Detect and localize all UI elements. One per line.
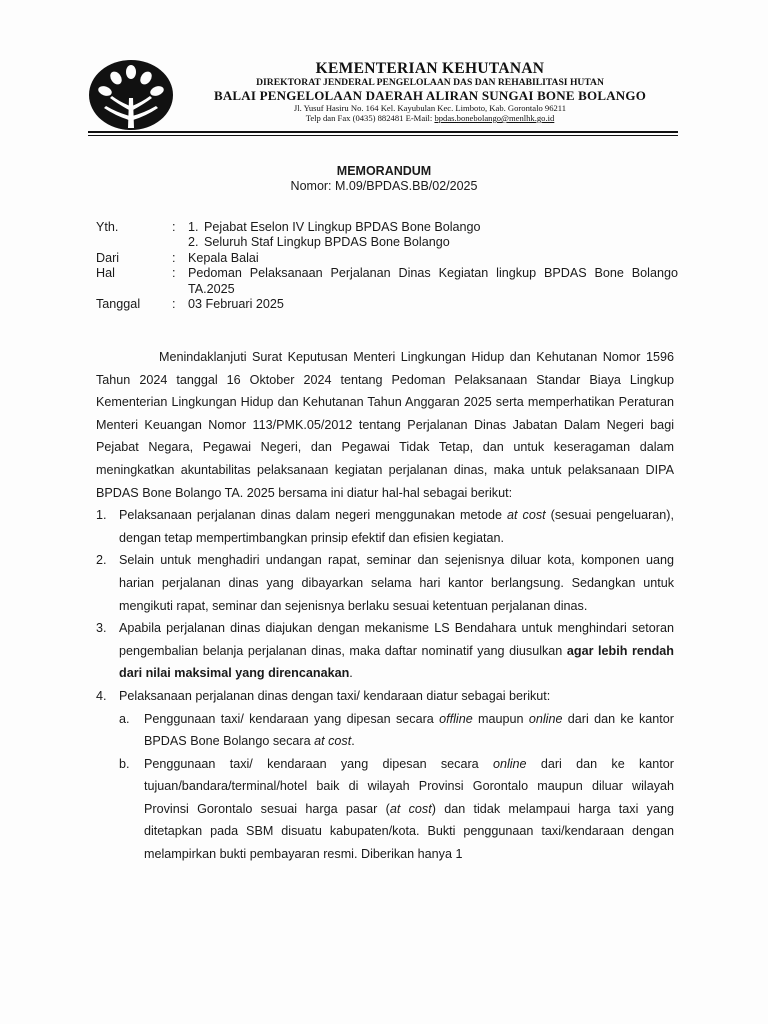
list-item: 2. Selain untuk menghadiri undangan rapat, seminar dan sejenisnya diluar kota, komponen uang harian perjalanan dinas yang dibayarkan selama hari kantor berlangsung. Sedangkan untuk mengikuti rapat, seminar dan sejenisnya berlaku sesuai ketentuan perjalanan dinas. bbox=[96, 553, 674, 613]
colon: : bbox=[172, 297, 176, 312]
memo-header bbox=[96, 220, 678, 312]
letterhead bbox=[180, 60, 680, 123]
list-item: 1. Pelaksanaan perjalanan dinas dalam negeri menggunakan metode at cost (sesuai pengeluaran), dengan tetap mempertimbangkan prinsip efektif dan efisien kegiatan. bbox=[96, 508, 674, 545]
intro-paragraph: Menindaklanjuti Surat Keputusan Menteri Lingkungan Hidup dan Kehutanan Nomor 1596 Tahun 2024 tanggal 16 Oktober 2024 tentang Pedoman Pelaksanaan Standar Biaya Lingkup Kementerian Lingkungan Hidup dan Kehutanan Tahun Anggaran 2025 serta memperhatikan Peraturan Menteri Keuangan Nomor 113/PMK.05/2012 tentang Perjalanan Dinas Jabatan Dalam Negeri bagi Pejabat Negara, Pegawai Negeri, dan Pegawai Tidak Tetap, dan untuk keseragaman dalam meningkatkan akuntabilitas pelaksanaan kegiatan perjalanan dinas, maka untuk pelaksanaan DIPA BPDAS Bone Bolango TA. 2025 bersama ini diatur hal-hal sebagai berikut: bbox=[96, 350, 674, 500]
office-name: BALAI PENGELOLAAN DAERAH ALIRAN SUNGAI BONE BOLANGO bbox=[213, 88, 647, 103]
memo-title: MEMORANDUM bbox=[336, 164, 432, 178]
sub-list-item: a. Penggunaan taxi/ kendaraan yang dipesan secara offline maupun online dari dan ke kantor BPDAS Bone Bolango secara at cost. bbox=[119, 711, 674, 749]
date-label: Tanggal bbox=[96, 297, 141, 312]
memo-number: Nomor: M.09/BPDAS.BB/02/2025 bbox=[290, 179, 478, 193]
letterhead-rule-thin bbox=[88, 135, 678, 136]
memo-body bbox=[96, 346, 674, 866]
office-contact bbox=[180, 113, 680, 123]
colon: : bbox=[172, 266, 176, 281]
contact-prefix: Telp dan Fax (0435) 882481 E-Mail: bbox=[305, 113, 435, 123]
ministry-name: KEMENTERIAN KEHUTANAN bbox=[315, 60, 545, 77]
header-row-subject bbox=[96, 266, 678, 297]
subject-value: Pedoman Pelaksanaan Perjalanan Dinas Kegiatan lingkup BPDAS Bone Bolango TA.2025 bbox=[188, 266, 678, 296]
subject-label: Hal bbox=[96, 266, 115, 281]
office-address: Jl. Yusuf Hasiru No. 164 Kel. Kayubulan Kec. Limboto, Kab. Gorontalo 96211 bbox=[293, 103, 567, 113]
directorate-name: DIREKTORAT JENDERAL PENGELOLAAN DAS DAN REHABILITASI HUTAN bbox=[256, 77, 604, 88]
list-item: 3. Apabila perjalanan dinas diajukan dengan mekanisme LS Bendahara untuk menghindari setoran pengembalian belanja perjalanan dinas, maka daftar nominatif yang diusulkan agar lebih rendah dari nilai maksimal yang direncanakan. bbox=[96, 621, 674, 681]
date-value: 03 Februari 2025 bbox=[188, 297, 284, 312]
colon: : bbox=[172, 220, 176, 234]
recipient-item: 1. Pejabat Eselon IV Lingkup BPDAS Bone Bolango bbox=[188, 220, 481, 234]
ministry-logo-icon bbox=[88, 58, 174, 132]
header-row-to bbox=[96, 220, 678, 251]
list-item: 4. Pelaksanaan perjalanan dinas dengan taxi/ kendaraan diatur sebagai berikut: bbox=[96, 688, 551, 703]
header-row-from bbox=[96, 251, 678, 266]
sub-list-item: b. Penggunaan taxi/ kendaraan yang dipesan secara online dari dan ke kantor tujuan/bandara/terminal/hotel baik di wilayah Provinsi Gorontalo maupun diluar wilayah Provinsi Gorontalo sesuai harga pasar (at cost) dan tidak melampaui harga taxi yang ditetapkan pada SBM disuatu kabupaten/kota. Bukti penggunaan taxi/kendaraan dengan melampirkan bukti pembayaran resmi. Diberikan hanya 1 bbox=[119, 756, 675, 862]
to-value bbox=[188, 220, 678, 251]
recipient-item: 2. Seluruh Staf Lingkup BPDAS Bone Bolango bbox=[188, 235, 450, 250]
letterhead-rule-thick bbox=[88, 131, 678, 133]
from-label: Dari bbox=[96, 250, 120, 265]
colon: : bbox=[172, 250, 176, 265]
email-link[interactable]: bpdas.bonebolango@menlhk.go.id bbox=[434, 113, 555, 123]
from-value: Kepala Balai bbox=[188, 250, 259, 265]
header-row-date bbox=[96, 297, 678, 312]
to-label: Yth. bbox=[96, 220, 119, 234]
